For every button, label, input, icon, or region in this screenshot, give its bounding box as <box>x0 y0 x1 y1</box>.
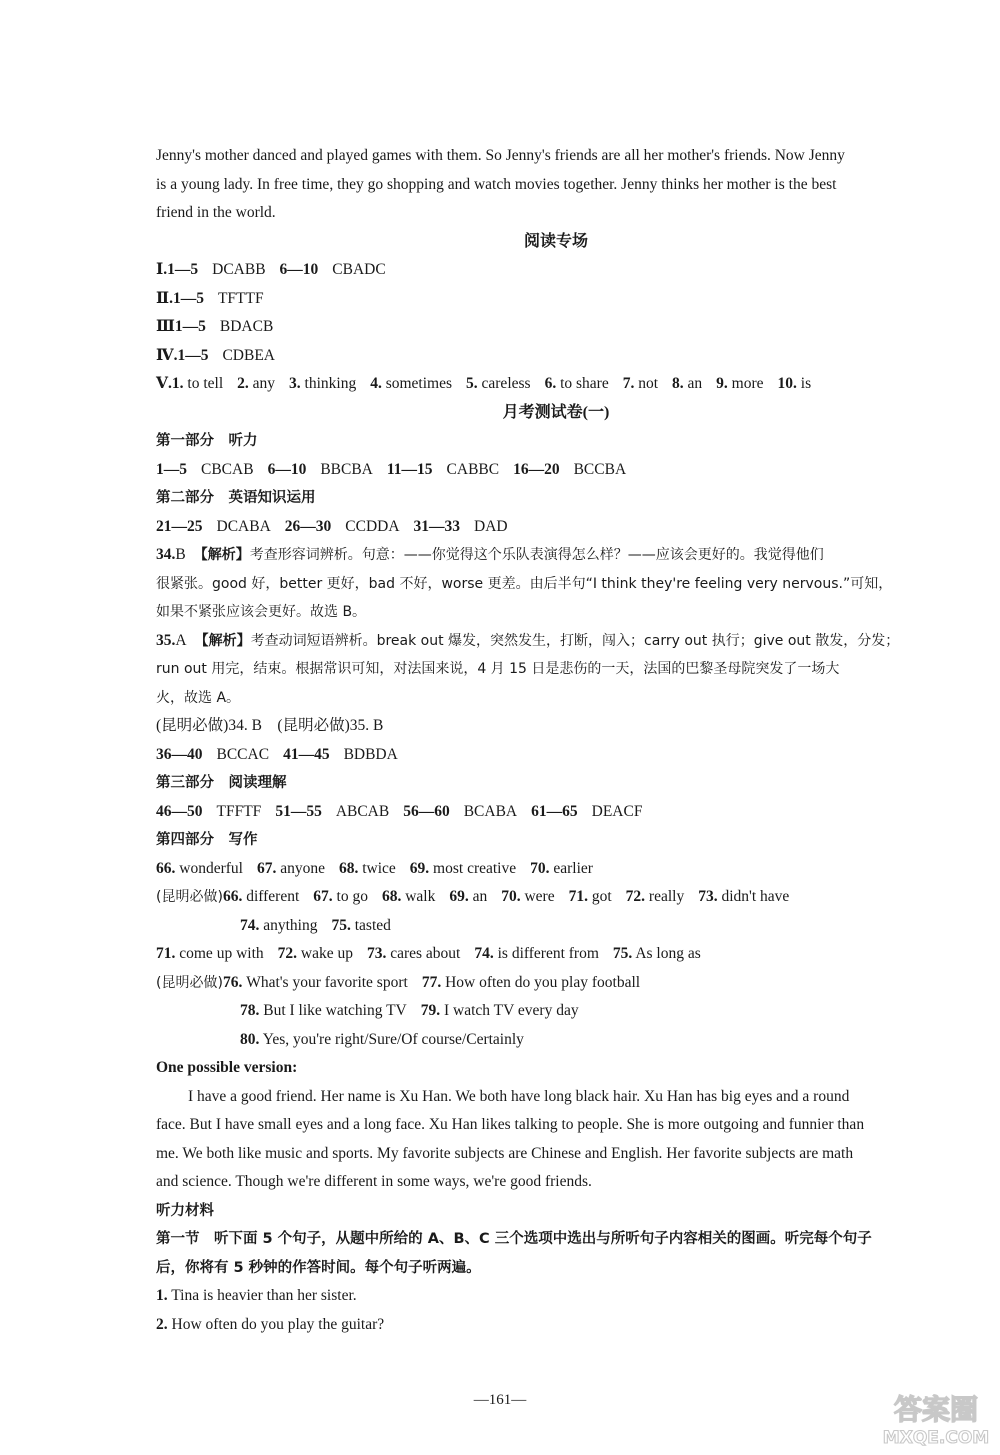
range-label: 6—10 <box>267 460 307 478</box>
sentence-number: 2. <box>156 1315 168 1333</box>
q35-line-3: 火，故选 A。 <box>156 689 241 706</box>
item-answer: wake up <box>300 945 353 962</box>
intro-line-1: Jenny's mother danced and played games with them. So Jenny's friends are all her mother's friends. Now Jenny <box>156 147 845 164</box>
row-number: Ⅳ. <box>156 346 178 364</box>
item-answer: didn't have <box>721 888 790 905</box>
item-number: 75. <box>612 945 633 962</box>
range-label: 16—20 <box>513 460 560 478</box>
item-number: 71. <box>156 945 176 962</box>
section1-line-2: 后，你将有 5 秒钟的作答时间。每个句子听两遍。 <box>156 1259 481 1276</box>
answer: A <box>175 631 187 649</box>
part1-answers <box>156 456 956 485</box>
part3-title: 第三部分 阅读理解 <box>156 775 287 791</box>
writing-line-6 <box>156 997 956 1026</box>
kunming-prefix: (昆明必做) <box>156 889 223 905</box>
item-number: 10. <box>777 375 797 392</box>
item-number: 68. <box>338 859 359 877</box>
question-number: 35. <box>156 631 176 649</box>
sentence-1 <box>156 1282 956 1311</box>
essay-line-3: me. We both like music and sports. My favorite subjects are Chinese and English. Her favorite subjects are math <box>156 1144 854 1162</box>
item-number: 69. <box>409 859 430 877</box>
row-number: Ⅲ <box>156 318 175 335</box>
part2-title: 第二部分 英语知识运用 <box>156 490 316 506</box>
item-number: 1. <box>171 375 184 392</box>
item-number: 72. <box>625 888 646 905</box>
answers: DEACF <box>591 802 643 820</box>
answers: CBADC <box>332 261 386 278</box>
answers: DCABB <box>212 261 266 278</box>
item-number: 73. <box>698 888 718 905</box>
item-number: 4. <box>370 375 382 392</box>
range-label: 1—5 <box>167 261 199 278</box>
range-label: 56—60 <box>403 802 450 820</box>
item-answer: really <box>648 888 685 905</box>
writing-line-1 <box>156 855 956 884</box>
version-title: One possible version: <box>156 1059 298 1076</box>
range-label: 61—65 <box>531 802 578 820</box>
reading-row-2 <box>156 285 956 314</box>
writing-line-2 <box>156 883 956 912</box>
item-answer: Yes, you're right/Sure/Of course/Certainly <box>262 1030 524 1048</box>
answers: BBCBA <box>320 460 373 478</box>
item-number: 70. <box>501 888 521 905</box>
watermark-cn: 答案圈 <box>893 1393 979 1426</box>
sentence-2 <box>156 1311 956 1340</box>
item-number: 7. <box>622 375 635 392</box>
row-number: Ⅱ. <box>156 289 173 307</box>
range-label: 1—5 <box>177 346 209 364</box>
analysis-tag: 【解析】 <box>193 547 250 563</box>
range-label: 26—30 <box>284 517 332 535</box>
item-number: 66. <box>156 859 176 877</box>
watermark-en: MXQE.COM <box>882 1428 990 1448</box>
q34-line-2: 很紧张。good 好，better 更好，bad 不好，worse 更差。由后半句“I think they're feeling very nervous.”可知， <box>156 575 893 592</box>
part3-answers <box>156 798 956 827</box>
item-answer: tasted <box>354 916 391 934</box>
item-number: 66. <box>222 888 243 905</box>
range-label: 1—5 <box>174 318 206 335</box>
range-label: 36—40 <box>156 745 203 763</box>
item-answer: I watch TV every day <box>444 1002 579 1019</box>
item-answer: As long as <box>635 945 701 962</box>
answers: BCCAC <box>216 745 270 763</box>
reading-row-1 <box>156 256 956 285</box>
sentence-text: How often do you play the guitar? <box>171 1315 385 1333</box>
essay-line-4: and science. Though we're different in some ways, we're good friends. <box>156 1173 592 1190</box>
kunming-line-1: (昆明必做)34. B (昆明必做)35. B <box>156 717 384 734</box>
item-number: 71. <box>568 888 588 905</box>
item-number: 68. <box>381 888 402 905</box>
answers: CDBEA <box>222 346 276 364</box>
answers: BDACB <box>219 318 274 335</box>
reading-row-5 <box>156 370 956 399</box>
item-number: 67. <box>313 888 333 905</box>
item-answer: anyone <box>280 859 325 877</box>
range-label: 51—55 <box>275 802 322 820</box>
exam-title: 月考测试卷(一) <box>502 403 610 421</box>
item-answer: got <box>591 888 612 905</box>
question-number: 34. <box>156 546 176 563</box>
part1-title: 第一部分 听力 <box>156 433 258 449</box>
q34-line-3: 如果不紧张应该会更好。故选 B。 <box>156 604 367 620</box>
item-number: 2. <box>237 375 249 392</box>
reading-row-3 <box>156 313 956 342</box>
item-answer: How often do you play football <box>445 973 641 991</box>
intro-line-2: is a young lady. In free time, they go shopping and watch movies together. Jenny thinks her mother is the best <box>156 175 837 193</box>
item-number: 5. <box>466 375 478 392</box>
item-answer: sometimes <box>385 375 453 392</box>
answer: B <box>175 546 186 563</box>
item-answer: twice <box>362 859 396 877</box>
answers: DCABA <box>216 517 271 535</box>
item-number: 70. <box>530 859 550 877</box>
answers: TFFTF <box>216 802 262 820</box>
item-answer: cares about <box>390 945 461 962</box>
item-number: 75. <box>331 916 351 934</box>
item-answer: What's your favorite sport <box>246 973 408 991</box>
range-label: 1—5 <box>156 460 187 478</box>
item-answer: different <box>246 888 300 905</box>
reading-title: 阅读专场 <box>523 232 588 250</box>
range-label: 6—10 <box>279 261 319 278</box>
item-answer: walk <box>405 888 436 905</box>
item-number: 80. <box>240 1030 260 1048</box>
item-answer: But I like watching TV <box>263 1002 407 1019</box>
answers: BDBDA <box>343 745 398 763</box>
answers: TFTTF <box>217 289 264 307</box>
answers: DAD <box>474 517 508 535</box>
part2-answers <box>156 513 956 542</box>
answers: BCABA <box>463 802 518 820</box>
section1-line-1: 第一节 听下面 5 个句子，从题中所给的 A、B、C 三个选项中选出与所听句子内容相关的图画。听完每个句子 <box>156 1231 872 1247</box>
item-answer: more <box>731 375 764 392</box>
reading-row-4 <box>156 342 956 371</box>
item-answer: is <box>800 375 812 392</box>
q34-line-1 <box>156 541 956 570</box>
watermark-logo <box>878 1387 994 1449</box>
listening-title: 听力材料 <box>156 1202 214 1219</box>
page-number: —161— <box>473 1392 527 1408</box>
answers: CCDDA <box>345 517 400 535</box>
kunming-prefix: (昆明必做) <box>156 974 223 991</box>
item-answer: an <box>687 375 703 392</box>
intro-line-3: friend in the world. <box>156 204 276 221</box>
item-number: 6. <box>544 375 557 392</box>
content <box>156 142 956 1339</box>
item-answer: to go <box>336 888 368 905</box>
item-answer: thinking <box>304 375 357 392</box>
item-answer: to tell <box>187 375 224 392</box>
essay-line-1: I have a good friend. Her name is Xu Han. We both have long black hair. Xu Han has big eyes and a round <box>188 1087 850 1105</box>
q35-line-2: run out 用完，结束。根据常识可知，对法国来说，4 月 15 日是悲伤的一天，法国的巴黎圣母院突发了一场大 <box>156 661 840 677</box>
analysis-text: 考查形容词辨析。句意：——你觉得这个乐队表演得怎么样？——应该会更好的。我觉得他们 <box>249 547 824 563</box>
item-answer: not <box>638 375 659 392</box>
item-answer: anything <box>263 916 318 934</box>
answers: BCCBA <box>573 460 627 478</box>
item-number: 74. <box>474 945 494 962</box>
range-label: 1—5 <box>172 289 204 307</box>
item-answer: come up with <box>179 945 264 962</box>
range-label: 31—33 <box>413 517 461 535</box>
item-answer: most creative <box>433 859 517 877</box>
item-number: 3. <box>289 375 301 392</box>
item-answer: is different from <box>497 945 599 962</box>
item-number: 69. <box>449 888 469 905</box>
essay-line-2: face. But I have small eyes and a long face. Xu Han likes talking to people. She is more outgoing and funnier than <box>156 1116 865 1133</box>
answers: CABBC <box>446 460 500 478</box>
item-number: 77. <box>421 973 442 991</box>
item-answer: careless <box>481 375 531 392</box>
item-answer: any <box>252 375 276 392</box>
range-label: 11—15 <box>386 460 433 478</box>
item-answer: earlier <box>553 859 593 877</box>
part2-answers-2 <box>156 741 956 770</box>
sentence-text: Tina is heavier than her sister. <box>171 1287 357 1304</box>
item-answer: wonderful <box>179 859 243 877</box>
answers: ABCAB <box>335 802 390 820</box>
item-number: 73. <box>366 945 387 962</box>
item-number: 74. <box>240 916 260 934</box>
item-number: 72. <box>277 945 297 962</box>
item-number: 76. <box>222 973 243 991</box>
item-number: 8. <box>672 375 684 392</box>
q35-line-1 <box>156 627 956 656</box>
item-answer: were <box>524 888 555 905</box>
item-answer: an <box>472 888 488 905</box>
item-number: 78. <box>240 1002 260 1019</box>
item-answer: to share <box>560 375 609 392</box>
part4-title: 第四部分 写作 <box>156 832 258 848</box>
writing-line-5 <box>156 969 956 998</box>
item-number: 67. <box>256 859 277 877</box>
item-number: 9. <box>716 375 728 392</box>
row-number: Ⅰ. <box>156 261 168 278</box>
range-label: 41—45 <box>283 745 330 763</box>
analysis-text: 考查动词短语辨析。break out 爆发，突然发生，打断，闯入；carry out 执行；give out 散发，分发； <box>250 632 900 649</box>
analysis-tag: 【解析】 <box>194 632 251 649</box>
range-label: 46—50 <box>156 802 203 820</box>
writing-line-3 <box>156 912 956 941</box>
answers: CBCAB <box>201 460 254 478</box>
row-number: Ⅴ. <box>156 375 172 392</box>
sentence-number: 1. <box>156 1287 168 1304</box>
item-number: 79. <box>420 1002 441 1019</box>
range-label: 21—25 <box>156 517 203 535</box>
writing-line-4 <box>156 940 956 969</box>
writing-line-7 <box>156 1026 956 1055</box>
